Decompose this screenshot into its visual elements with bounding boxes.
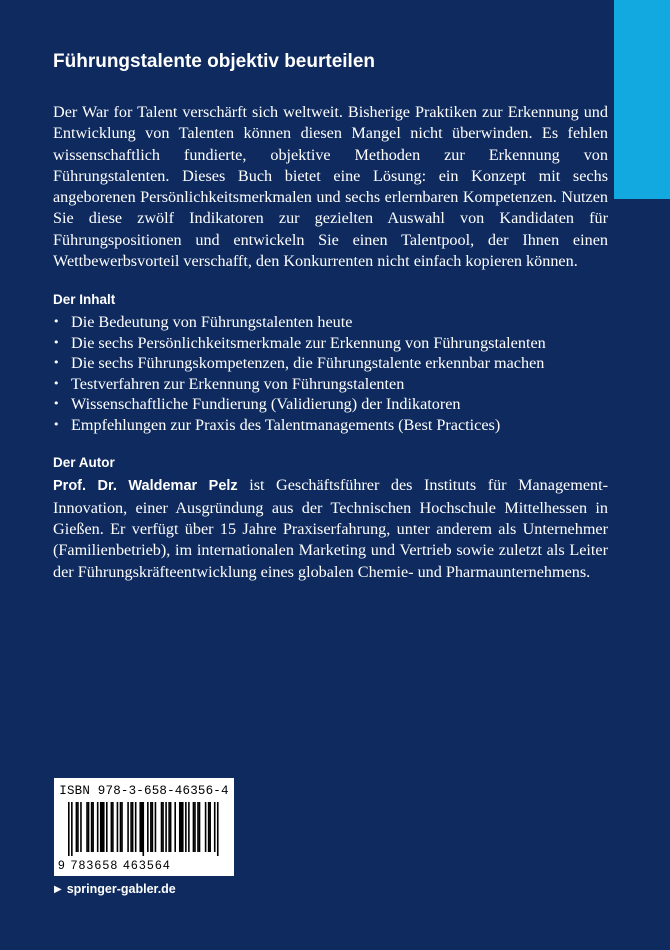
contents-list bbox=[53, 312, 608, 435]
list-item: • Empfehlungen zur Praxis des Talentmanagements (Best Practices) bbox=[53, 415, 501, 434]
barcode bbox=[68, 802, 220, 856]
barcode-bar bbox=[135, 802, 137, 852]
barcode-bar bbox=[209, 802, 211, 852]
author-paragraph bbox=[53, 475, 608, 582]
barcode-bar bbox=[88, 802, 90, 852]
intro-paragraph: Der War for Talent verschärft sich weltweit. Bisherige Praktiken zur Erkennung und Entwicklung von Talenten können diesen Mangel nicht überwinden. Es fehlen wissenschaftlich fundierte, objektive Methoden zur Erkennung von Führungstalenten. Dieses Buch bietet eine Lösung: ein Konzept mit sechs angeborenen Persönlichkeitsmerkmalen und sechs erlernbaren Kompetenzen. Nutzen Sie diese zwölf Indikatoren zur gezielten Auswahl von Kandidaten für Führungspositionen und entwickeln Sie einen Talentpool, der Ihnen einen Wettbewerbsvorteil verschafft, den Konkurrenten nicht einfach kopieren können. bbox=[53, 103, 608, 271]
barcode-bar bbox=[199, 802, 201, 852]
barcode-bar bbox=[147, 802, 149, 852]
barcode-bar bbox=[170, 802, 172, 852]
bullet-icon: • bbox=[53, 397, 60, 411]
publisher-url: springer-gabler.de bbox=[66, 882, 176, 896]
barcode-bar bbox=[152, 802, 154, 852]
barcode-bar bbox=[205, 802, 207, 852]
barcode-bar bbox=[112, 802, 114, 852]
barcode-bar bbox=[106, 802, 108, 852]
bullet-icon: • bbox=[53, 356, 60, 370]
list-item: • Die sechs Persönlichkeitsmerkmale zur Erkennung von Führungstalenten bbox=[53, 333, 546, 352]
barcode-bar bbox=[141, 802, 143, 852]
list-item: • Die Bedeutung von Führungstalenten heute bbox=[53, 313, 353, 332]
book-title: Führungstalente objektiv beurteilen bbox=[53, 51, 375, 72]
back-cover-content bbox=[53, 50, 608, 583]
bullet-icon: • bbox=[53, 417, 60, 431]
barcode-bar bbox=[92, 802, 94, 852]
barcode-bar bbox=[101, 802, 103, 852]
bullet-icon: • bbox=[53, 315, 60, 329]
barcode-bar bbox=[91, 802, 93, 852]
barcode-bar bbox=[127, 802, 129, 852]
barcode-bar bbox=[76, 802, 78, 852]
list-item: • Wissenschaftliche Fundierung (Validierung) der Indikatoren bbox=[53, 395, 461, 414]
barcode-bar bbox=[117, 802, 119, 852]
bullet-icon: • bbox=[53, 376, 60, 390]
barcode-bar bbox=[120, 802, 122, 852]
accent-bar bbox=[614, 0, 670, 199]
barcode-bar bbox=[86, 802, 88, 852]
barcode-bar bbox=[132, 802, 134, 852]
barcode-bar bbox=[185, 802, 187, 852]
barcode-bar bbox=[182, 802, 184, 852]
barcode-bar bbox=[142, 802, 144, 856]
barcode-bar bbox=[71, 802, 73, 856]
list-item: • Testverfahren zur Erkennung von Führungstalenten bbox=[53, 374, 405, 393]
barcode-bar bbox=[197, 802, 199, 852]
barcode-bar bbox=[100, 802, 102, 852]
publisher-link[interactable] bbox=[54, 882, 176, 896]
barcode-bar bbox=[162, 802, 164, 852]
barcode-bar bbox=[161, 802, 163, 852]
barcode-bar bbox=[150, 802, 152, 852]
barcode-bar bbox=[208, 802, 210, 852]
barcode-bar bbox=[97, 802, 99, 852]
barcode-bar bbox=[217, 802, 219, 856]
barcode-bar bbox=[180, 802, 182, 852]
barcode-bar bbox=[188, 802, 190, 852]
author-bio: ist Geschäftsführer des Instituts für Management-Innovation, einer Ausgründung aus der Technischen Hochschule Mittelhessen in Gießen. Er verfügt über 15 Jahre Praxiserfahrung, unter anderem als Unternehmer (Familienbetrieb), im internationalen Marketing und Vertrieb sowie zuletzt als Leiter der Führungskräfteentwicklung eines globalen Chemie- und Pharmaunternehmens. bbox=[53, 476, 608, 581]
barcode-bar bbox=[179, 802, 181, 852]
barcode-bar bbox=[194, 802, 196, 852]
isbn-text: ISBN 978-3-658-46356-4 bbox=[59, 784, 229, 798]
list-item: • Die sechs Führungskompetenzen, die Führungstalente erkennbar machen bbox=[53, 354, 545, 373]
barcode-bar bbox=[111, 802, 113, 852]
barcode-bar bbox=[77, 802, 79, 852]
contents-heading: Der Inhalt bbox=[53, 292, 116, 308]
author-name: Prof. Dr. Waldemar Pelz bbox=[53, 478, 238, 495]
barcode-bar bbox=[130, 802, 132, 852]
barcode-bar bbox=[193, 802, 195, 852]
barcode-bar bbox=[165, 802, 167, 852]
barcode-bar bbox=[139, 802, 141, 852]
barcode-bar bbox=[214, 802, 216, 852]
barcode-bar bbox=[68, 802, 70, 856]
barcode-bar bbox=[80, 802, 82, 852]
barcode-bar bbox=[168, 802, 170, 852]
barcode-bar bbox=[121, 802, 123, 852]
barcode-bar bbox=[155, 802, 157, 852]
author-heading: Der Autor bbox=[53, 455, 115, 471]
barcode-box bbox=[54, 778, 234, 876]
barcode-bar bbox=[174, 802, 176, 852]
bullet-icon: • bbox=[53, 335, 60, 349]
barcode-digits: 9 783658 463564 bbox=[58, 858, 171, 872]
barcode-bar bbox=[103, 802, 105, 852]
arrow-right-icon: ▶ bbox=[54, 883, 62, 895]
